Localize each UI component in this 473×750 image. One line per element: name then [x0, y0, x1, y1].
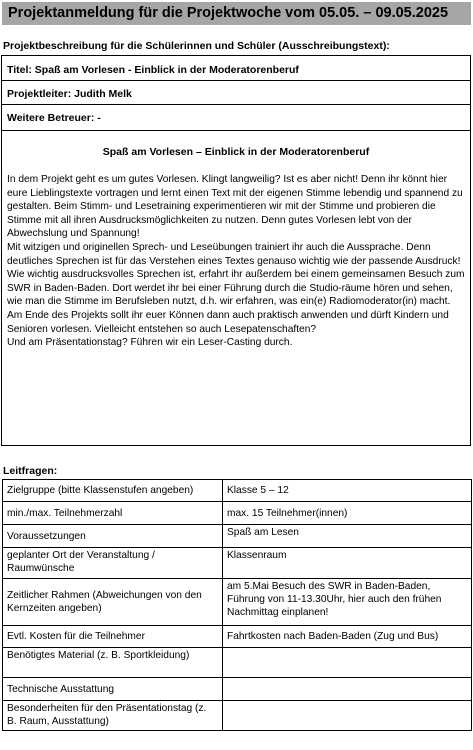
- table-row: [3, 701, 472, 731]
- description-paragraph: Am Ende des Projekts sollt ihr euer Können dann auch praktisch anwenden und dürft Kindern und Senioren vorlesen. Vielleicht entstehen so auch Lesepatenschaften?: [7, 309, 449, 335]
- description-paragraph: Wie wichtig ausdrucksvolles Sprechen ist, erfahrt ihr außerdem bei einem gemeinsamen Besuch zum SWR in Baden-Baden. Dort werdet ihr bei einer Führung durch die Studio-räume hören und sehen, wie man die Stimme im Berufsleben nutzt, d.h. wir erfahren, was ein(e) Radiomoderator(in) macht.: [7, 269, 465, 308]
- frage-cell: Evtl. Kosten für die Teilnehmer: [3, 626, 223, 648]
- table-row: [3, 502, 472, 525]
- frage-cell: Voraussetzungen: [3, 525, 223, 548]
- table-row: [3, 626, 472, 648]
- betreuer-field: Weitere Betreuer: -: [2, 105, 470, 131]
- projektleiter-field: Projektleiter: Judith Melk: [2, 81, 470, 105]
- antwort-cell: Klasse 5 – 12: [223, 480, 472, 502]
- antwort-cell: [223, 701, 472, 731]
- table-row: [3, 579, 472, 626]
- antwort-cell: Fahrtkosten nach Baden-Baden (Zug und Bus): [223, 626, 472, 648]
- table-row: [3, 678, 472, 701]
- description-paragraph: Und am Präsentationstag? Führen wir ein Leser-Casting durch.: [7, 337, 293, 349]
- beschreibung-section-label: Projektbeschreibung für die Schülerinnen und Schüler (Ausschreibungstext):: [3, 40, 390, 52]
- description-body: [7, 173, 467, 350]
- frage-cell: Besonderheiten für den Präsentationstag (z. B. Raum, Ausstattung): [3, 701, 223, 731]
- frage-cell: Technische Ausstattung: [3, 678, 223, 701]
- antwort-cell: [223, 678, 472, 701]
- frage-cell: Benötigtes Material (z. B. Sportkleidung): [3, 648, 223, 678]
- description-paragraph: In dem Projekt geht es um gutes Vorlesen. Klingt langweilig? Ist es aber nicht! Denn ihr könnt hier eure Lieblingstexte vortragen und lernt einen Text mit der eigenen Stimme lebendig und spannend zu gestalten. Beim Stimm- und Lesetraining experimentieren wir mit der Stimme und probieren die Stimme mit all ihren Ausdrucksmöglichkeiten zu nutzen. Denn gutes Vorlesen lebt von der Abwechslung und Spannung!: [7, 174, 463, 240]
- titel-field: Titel: Spaß am Vorlesen - Einblick in der Moderatorenberuf: [2, 56, 470, 81]
- frage-cell: Zeitlicher Rahmen (Abweichungen von den Kernzeiten angeben): [3, 579, 223, 626]
- antwort-cell: Spaß am Lesen: [223, 525, 472, 548]
- antwort-cell: am 5.Mai Besuch des SWR in Baden-Baden, Führung von 11-13.30Uhr, hier auch den frühen Nachmittag einplanen!: [223, 579, 472, 626]
- table-row: [3, 548, 472, 579]
- beschreibung-box: [1, 55, 471, 446]
- leitfragen-label: Leitfragen:: [3, 465, 58, 477]
- description-paragraph: Mit witzigen und originellen Sprech- und Leseübungen trainiert ihr auch die Aussprache. Denn deutliches Sprechen ist für das Verstehen eines Textes genauso wichtig wie der passende Ausdruck!: [7, 241, 461, 267]
- leitfragen-table: [2, 479, 472, 731]
- frage-cell: geplanter Ort der Veranstaltung / Raumwünsche: [3, 548, 223, 579]
- antwort-cell: [223, 648, 472, 678]
- antwort-cell: max. 15 Teilnehmer(innen): [223, 502, 472, 525]
- description-heading: Spaß am Vorlesen – Einblick in der Moderatorenberuf: [102, 146, 370, 158]
- frage-cell: min./max. Teilnehmerzahl: [3, 502, 223, 525]
- table-row: [3, 648, 472, 678]
- antwort-cell: Klassenraum: [223, 548, 472, 579]
- table-row: [3, 525, 472, 548]
- table-row: [3, 480, 472, 502]
- page-title: Projektanmeldung für die Projektwoche vom 05.05. – 09.05.2025: [2, 2, 471, 25]
- frage-cell: Zielgruppe (bitte Klassenstufen angeben): [3, 480, 223, 502]
